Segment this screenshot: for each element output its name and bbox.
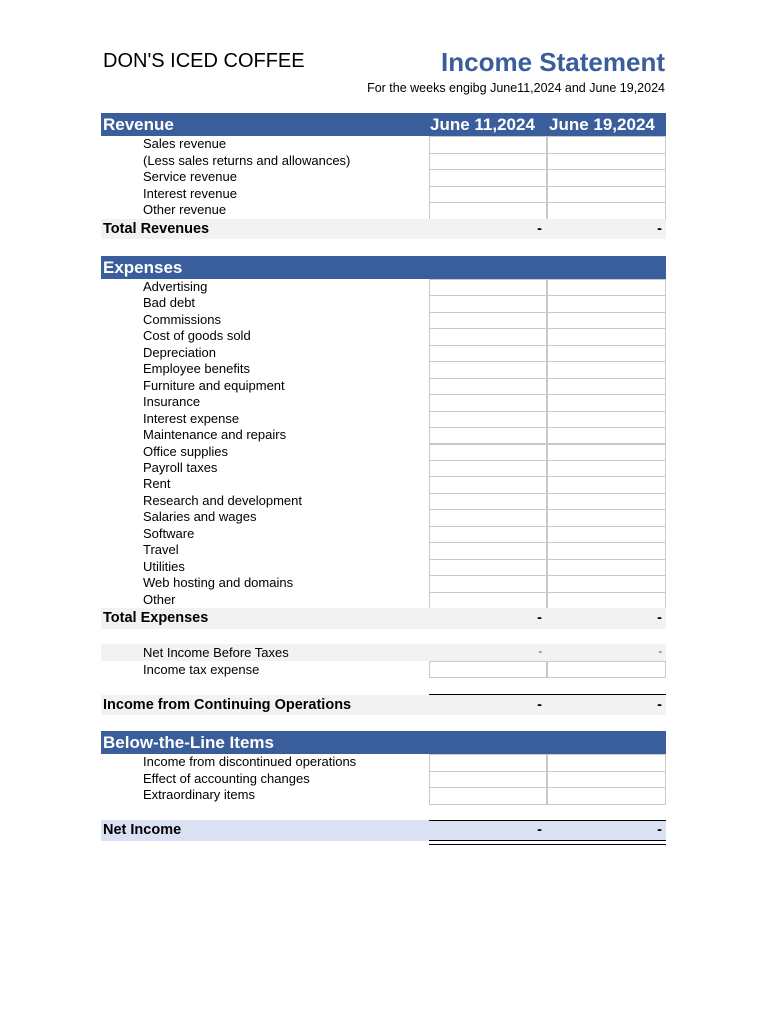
below-line-item-input-2[interactable] xyxy=(547,754,666,772)
expense-item-input-2[interactable] xyxy=(547,411,666,428)
expense-item-row xyxy=(101,575,666,591)
total-revenues-row xyxy=(101,219,666,239)
expense-item-input-1[interactable] xyxy=(429,427,547,444)
below-line-item-label: Effect of accounting changes xyxy=(143,770,310,786)
revenue-item-input-1[interactable] xyxy=(429,202,547,220)
expense-item-label: Insurance xyxy=(143,394,201,410)
below-line-item-row xyxy=(101,787,666,804)
net-income-before-taxes-value-2: - xyxy=(658,646,662,658)
revenue-item-label: Interest revenue xyxy=(143,185,237,201)
below-line-item-row xyxy=(101,754,666,771)
expense-item-row xyxy=(101,312,666,328)
expense-item-input-1[interactable] xyxy=(429,460,547,477)
expense-item-label: Other xyxy=(143,591,176,607)
revenue-item-label: Other revenue xyxy=(143,202,227,218)
expense-item-row xyxy=(101,394,666,410)
expense-item-input-2[interactable] xyxy=(547,295,666,312)
revenue-item-row xyxy=(101,186,666,203)
revenue-item-label: (Less sales returns and allowances) xyxy=(143,152,351,168)
expense-item-row xyxy=(101,378,666,394)
below-line-item-input-1[interactable] xyxy=(429,771,547,789)
net-income-row xyxy=(101,820,666,841)
expense-item-input-1[interactable] xyxy=(429,361,547,378)
revenue-item-input-1[interactable] xyxy=(429,169,547,187)
expense-item-label: Bad debt xyxy=(143,295,196,311)
expense-item-row xyxy=(101,345,666,361)
expenses-heading: Expenses xyxy=(103,258,183,277)
expense-item-row xyxy=(101,559,666,575)
below-line-item-label: Extraordinary items xyxy=(143,787,255,803)
expense-item-input-2[interactable] xyxy=(547,559,666,576)
expense-item-input-2[interactable] xyxy=(547,427,666,444)
revenue-item-input-2[interactable] xyxy=(547,153,666,171)
expense-item-label: Employee benefits xyxy=(143,361,250,377)
revenue-item-input-2[interactable] xyxy=(547,136,666,154)
expense-item-input-1[interactable] xyxy=(429,493,547,510)
revenue-item-input-2[interactable] xyxy=(547,202,666,220)
revenue-item-input-1[interactable] xyxy=(429,186,547,204)
expense-item-input-1[interactable] xyxy=(429,592,547,609)
expense-item-input-1[interactable] xyxy=(429,559,547,576)
expense-item-input-2[interactable] xyxy=(547,592,666,609)
expense-item-input-2[interactable] xyxy=(547,476,666,493)
expense-item-input-1[interactable] xyxy=(429,312,547,329)
revenue-item-label: Sales revenue xyxy=(143,136,227,151)
expense-item-label: Office supplies xyxy=(143,443,229,459)
document-subtitle: For the weeks engibg June11,2024 and June 19,2024 xyxy=(367,81,665,95)
revenue-item-input-2[interactable] xyxy=(547,169,666,187)
revenue-item-row xyxy=(101,136,666,153)
expense-item-input-2[interactable] xyxy=(547,493,666,510)
expense-item-row xyxy=(101,493,666,509)
below-line-item-label: Income from discontinued operations xyxy=(143,754,357,769)
continuing-operations-value-2: - xyxy=(657,697,662,713)
income-tax-expense-label: Income tax expense xyxy=(143,662,260,677)
net-income-value-2: - xyxy=(657,822,662,838)
revenue-item-input-2[interactable] xyxy=(547,186,666,204)
expense-item-label: Software xyxy=(143,525,195,541)
income-tax-input-2[interactable] xyxy=(547,661,666,678)
net-income-before-taxes-value-1: - xyxy=(538,646,542,658)
revenue-section-header xyxy=(101,113,666,136)
expense-item-input-1[interactable] xyxy=(429,394,547,411)
below-line-heading: Below-the-Line Items xyxy=(103,733,274,752)
expense-item-input-1[interactable] xyxy=(429,509,547,526)
expense-item-input-2[interactable] xyxy=(547,312,666,329)
column-header-2: June 19,2024 xyxy=(549,115,655,134)
expense-item-input-2[interactable] xyxy=(547,394,666,411)
expense-item-input-1[interactable] xyxy=(429,378,547,395)
expense-item-row xyxy=(101,328,666,344)
revenue-item-label: Service revenue xyxy=(143,169,237,185)
expense-item-label: Maintenance and repairs xyxy=(143,427,287,443)
total-expenses-row xyxy=(101,608,666,629)
expense-item-input-2[interactable] xyxy=(547,444,666,461)
total-expenses-value-2: - xyxy=(657,610,662,626)
below-line-section-header xyxy=(101,731,666,754)
expense-item-row xyxy=(101,542,666,558)
expense-item-label: Salaries and wages xyxy=(143,509,257,525)
expense-item-input-1[interactable] xyxy=(429,411,547,428)
continuing-operations-label: Income from Continuing Operations xyxy=(103,697,352,713)
expense-item-label: Rent xyxy=(143,476,171,492)
expense-item-input-2[interactable] xyxy=(547,542,666,559)
expense-item-input-1[interactable] xyxy=(429,476,547,493)
expense-item-row xyxy=(101,476,666,492)
expense-item-row xyxy=(101,592,666,608)
expense-item-input-1[interactable] xyxy=(429,279,547,296)
net-income-value-1: - xyxy=(537,822,542,838)
expense-item-row xyxy=(101,460,666,476)
expense-item-row xyxy=(101,411,666,427)
expense-item-row xyxy=(101,361,666,377)
expense-item-input-1[interactable] xyxy=(429,295,547,312)
below-line-item-input-2[interactable] xyxy=(547,787,666,805)
revenue-heading: Revenue xyxy=(103,115,174,134)
expense-item-input-1[interactable] xyxy=(429,328,547,345)
below-line-item-input-1[interactable] xyxy=(429,754,547,772)
below-line-item-input-1[interactable] xyxy=(429,787,547,805)
total-revenues-label: Total Revenues xyxy=(103,221,210,237)
revenue-item-input-1[interactable] xyxy=(429,153,547,171)
income-tax-expense-row xyxy=(101,661,666,678)
expense-item-input-2[interactable] xyxy=(547,345,666,362)
below-line-item-row xyxy=(101,771,666,788)
expense-item-input-1[interactable] xyxy=(429,526,547,543)
expense-item-label: Advertising xyxy=(143,279,208,294)
total-expenses-value-1: - xyxy=(537,610,542,626)
net-income-label: Net Income xyxy=(103,822,182,838)
revenue-item-row xyxy=(101,202,666,219)
total-revenues-value-1: - xyxy=(537,221,542,237)
expense-item-input-1[interactable] xyxy=(429,542,547,559)
expense-item-label: Utilities xyxy=(143,558,185,574)
revenue-item-row xyxy=(101,153,666,170)
expense-item-input-2[interactable] xyxy=(547,279,666,296)
company-name: DON'S ICED COFFEE xyxy=(103,50,305,72)
revenue-item-input-1[interactable] xyxy=(429,136,547,154)
expense-item-input-2[interactable] xyxy=(547,361,666,378)
expenses-section-header xyxy=(101,256,666,279)
expense-item-label: Travel xyxy=(143,542,179,558)
income-tax-input-1[interactable] xyxy=(429,661,547,678)
expense-item-input-2[interactable] xyxy=(547,575,666,592)
below-line-item-input-2[interactable] xyxy=(547,771,666,789)
column-header-1: June 11,2024 xyxy=(430,115,535,134)
expense-item-label: Payroll taxes xyxy=(143,459,218,475)
net-income-before-taxes-row xyxy=(101,644,666,661)
expense-item-input-1[interactable] xyxy=(429,575,547,592)
net-income-top-rule xyxy=(429,820,666,821)
expense-item-label: Interest expense xyxy=(143,410,240,426)
expense-item-label: Web hosting and domains xyxy=(143,575,294,591)
revenue-item-row xyxy=(101,169,666,186)
expense-item-input-2[interactable] xyxy=(547,328,666,345)
expense-item-label: Depreciation xyxy=(143,344,216,360)
net-income-before-taxes-label: Net Income Before Taxes xyxy=(143,645,289,660)
expense-item-row xyxy=(101,509,666,525)
expense-item-label: Furniture and equipment xyxy=(143,377,285,393)
expense-item-row xyxy=(101,295,666,311)
expense-item-label: Commissions xyxy=(143,311,222,327)
expense-item-row xyxy=(101,444,666,460)
expense-item-row xyxy=(101,526,666,542)
expense-item-input-2[interactable] xyxy=(547,526,666,543)
expense-item-label: Research and development xyxy=(143,492,302,508)
expense-item-row xyxy=(101,279,666,295)
total-revenues-value-2: - xyxy=(657,221,662,237)
expense-item-input-1[interactable] xyxy=(429,345,547,362)
continuing-operations-row xyxy=(101,695,666,715)
expense-item-input-1[interactable] xyxy=(429,444,547,461)
continuing-operations-value-1: - xyxy=(537,697,542,713)
expense-item-label: Cost of goods sold xyxy=(143,328,251,344)
expense-item-row xyxy=(101,427,666,443)
expense-item-input-2[interactable] xyxy=(547,378,666,395)
net-income-double-rule xyxy=(429,840,666,845)
total-expenses-label: Total Expenses xyxy=(103,610,209,626)
expense-item-input-2[interactable] xyxy=(547,460,666,477)
document-title: Income Statement xyxy=(441,47,665,77)
expense-item-input-2[interactable] xyxy=(547,509,666,526)
